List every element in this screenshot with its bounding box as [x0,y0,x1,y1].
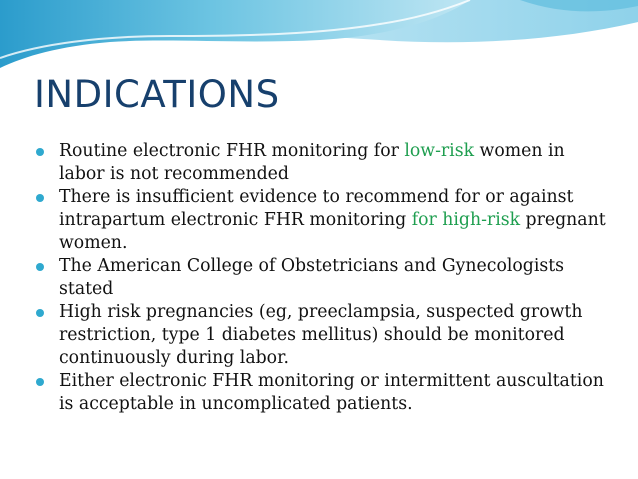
bullet-list [36,140,606,416]
bullet-item [36,140,606,186]
bullet-text: The American College of Obstetricians and Gynecologists stated [59,256,565,299]
bullet-item [36,301,606,370]
bullet-item [36,370,606,416]
bullet-text: women in labor is not recommended [59,141,565,184]
bullet-dot-icon [36,263,44,271]
bullet-text: Either electronic FHR monitoring or intermittent auscultation is acceptable in uncomplicated patients. [59,371,604,414]
bullet-text: pregnant women. [59,210,606,253]
bullet-dot-icon [36,378,44,386]
bullet-text: High risk pregnancies (eg, preeclampsia, suspected growth restriction, type 1 diabetes mellitus) should be monitored continuously during labor. [59,302,583,368]
bullet-highlight: low-risk [404,141,475,161]
bullet-dot-icon [36,148,44,156]
bullet-item [36,255,606,301]
bullet-text: There is insufficient evidence to recommend for or against intrapartum electronic FHR monitoring [59,187,574,230]
header-wave-decoration [0,0,638,80]
bullet-dot-icon [36,194,44,202]
bullet-text: Routine electronic FHR monitoring for [59,141,405,161]
bullet-item [36,186,606,255]
slide-title: INDICATIONS [34,73,280,116]
bullet-highlight: for high-risk [411,210,521,230]
bullet-dot-icon [36,309,44,317]
